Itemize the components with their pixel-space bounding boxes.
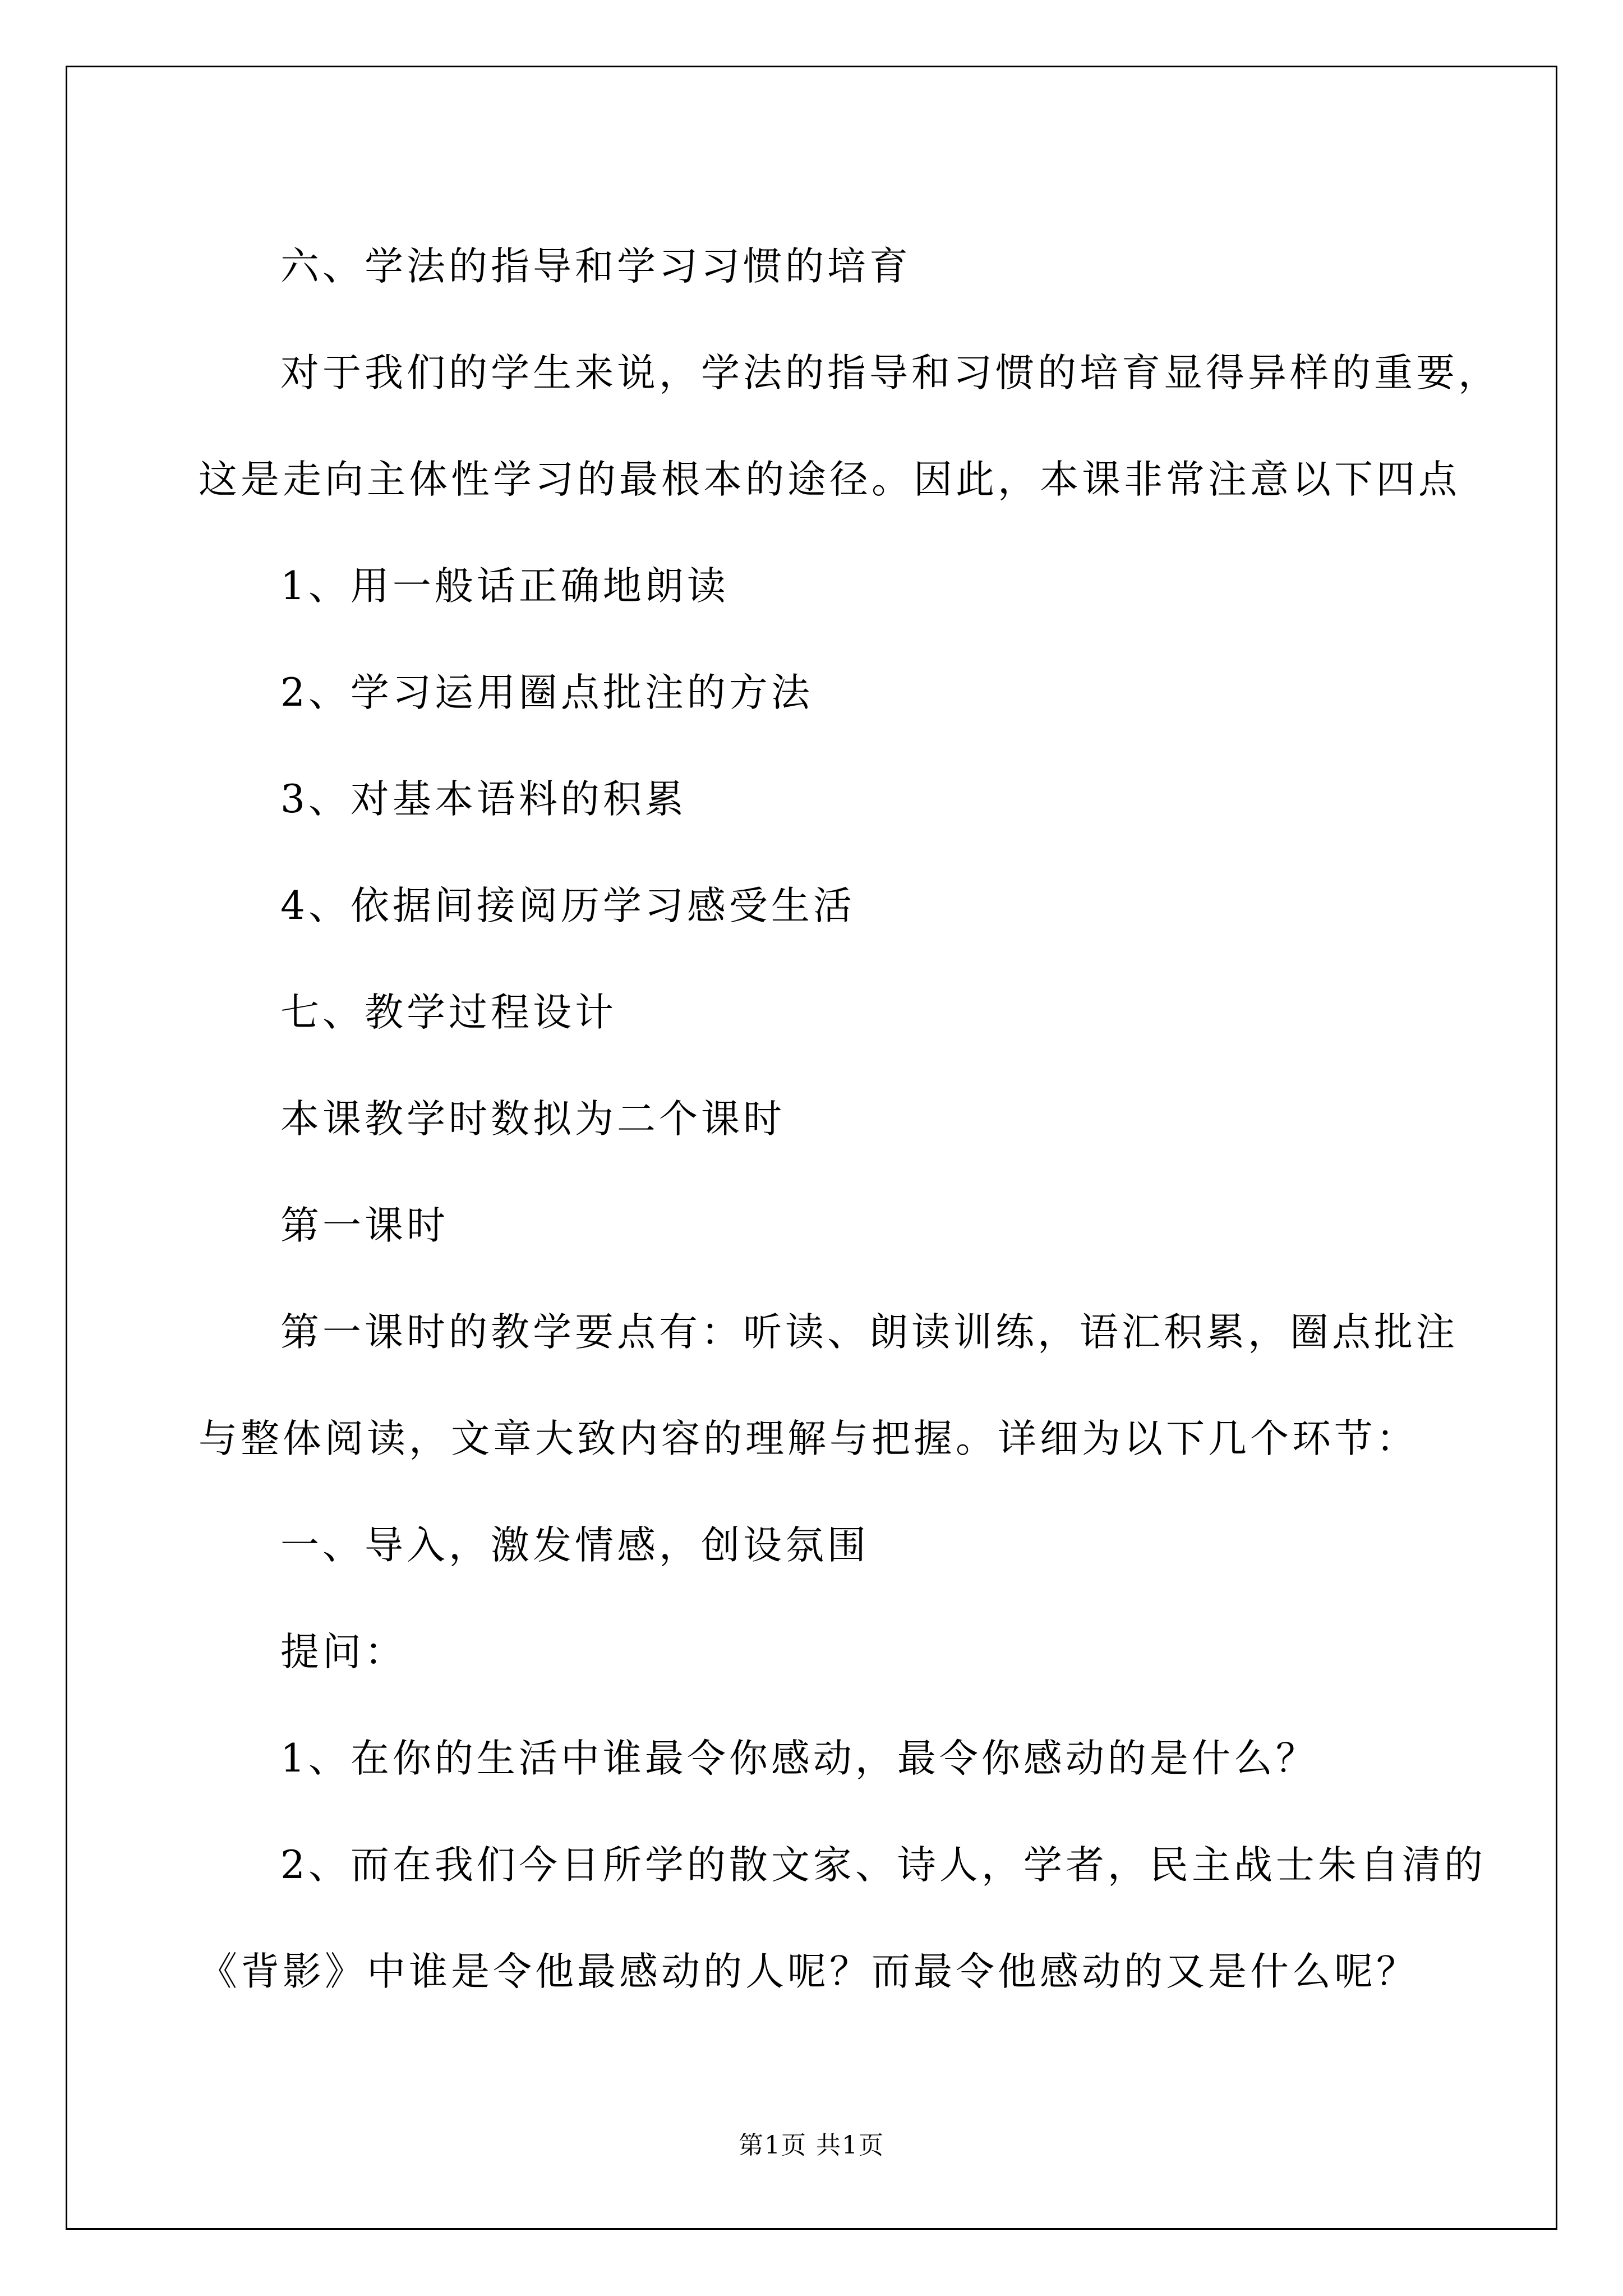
paragraph-lesson-count: 本课教学时数拟为二个课时	[280, 1097, 785, 1142]
section-heading-6: 六、学法的指导和学习习惯的培育	[280, 244, 911, 289]
question-item-2-line-1: 2、而在我们今日所学的散文家、诗人，学者，民主战士朱自清的	[280, 1843, 1486, 1888]
list-item-2: 2、学习运用圈点批注的方法	[280, 670, 813, 715]
page-footer: 第1页 共1页	[739, 2131, 884, 2160]
paragraph-learning-methods-line-2: 这是走向主体性学习的最根本的途径。因此，本课非常注意以下四点	[199, 457, 1460, 502]
paragraph-question-label: 提问：	[280, 1630, 407, 1674]
document-body	[199, 213, 1500, 2025]
question-item-2-line-2: 《背影》中谁是令他最感动的人呢？而最令他感动的又是什么呢？	[199, 1949, 1418, 1994]
step-heading-1: 一、导入，激发情感，创设氛围	[280, 1523, 869, 1568]
list-item-1: 1、用一般话正确地朗读	[280, 564, 729, 609]
paragraph-first-lesson-points-line-2: 与整体阅读，文章大致内容的理解与把握。详细为以下几个环节：	[199, 1416, 1418, 1461]
subheading-first-lesson: 第一课时	[280, 1203, 449, 1248]
section-heading-7: 七、教学过程设计	[280, 990, 617, 1035]
question-item-1: 1、在你的生活中谁最令你感动，最令你感动的是什么？	[280, 1736, 1318, 1781]
list-item-4: 4、依据间接阅历学习感受生活	[280, 884, 855, 928]
paragraph-learning-methods-line-1: 对于我们的学生来说，学法的指导和习惯的培育显得异样的重要，	[280, 351, 1500, 395]
paragraph-first-lesson-points-line-1: 第一课时的教学要点有：听读、朗读训练，语汇积累，圈点批注	[280, 1310, 1458, 1355]
list-item-3: 3、对基本语料的积累	[280, 777, 687, 822]
